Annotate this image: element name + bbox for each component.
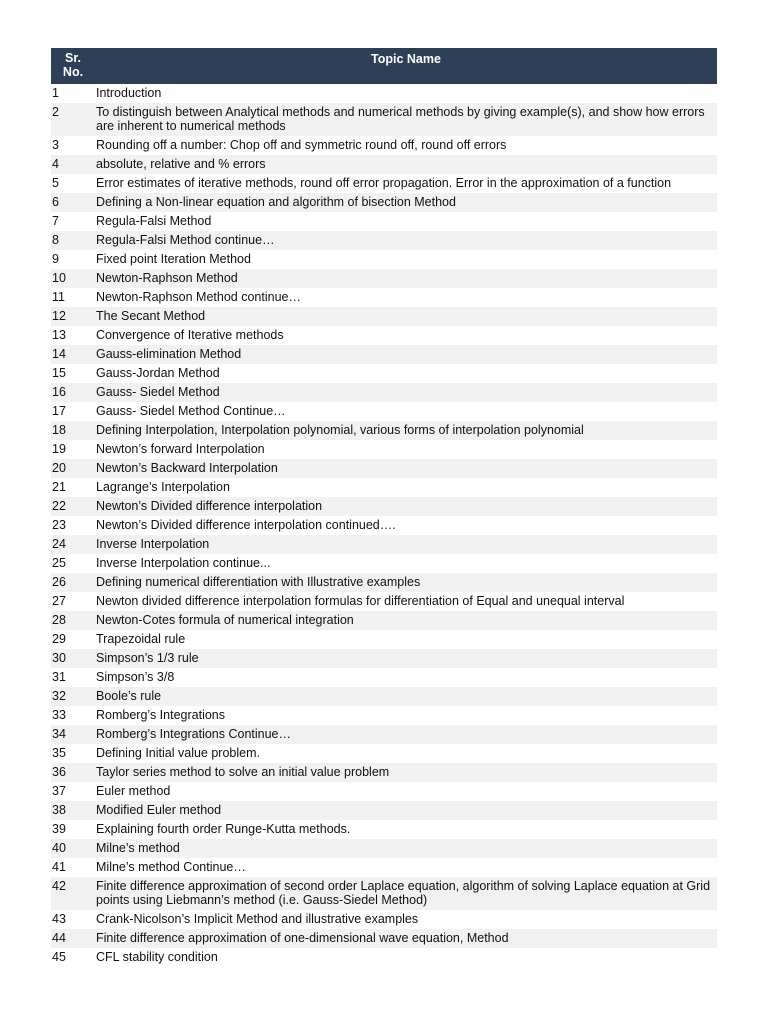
row-number: 17 <box>52 404 66 418</box>
row-topic: Regula-Falsi Method <box>96 214 212 228</box>
row-topic: Defining Initial value problem. <box>96 746 260 760</box>
row-number: 24 <box>51 535 95 554</box>
row-number: 15 <box>52 366 66 380</box>
table-row <box>51 801 717 820</box>
row-topic: To distinguish between Analytical methods and numerical methods by giving example(s), and show how errors are inherent to numerical methods <box>95 103 717 136</box>
table-row <box>51 383 717 402</box>
row-number: 21 <box>52 480 66 494</box>
table-row <box>51 193 717 212</box>
table-row <box>51 839 717 858</box>
table-row <box>51 910 717 929</box>
row-number: 33 <box>52 708 66 722</box>
row-number: 12 <box>51 307 95 326</box>
row-number: 10 <box>51 269 95 288</box>
header-sr-no: Sr. No. <box>51 48 95 84</box>
row-topic: Lagrange’s Interpolation <box>96 480 230 494</box>
table-row <box>51 421 717 440</box>
row-number: 40 <box>51 839 95 858</box>
row-topic: Inverse Interpolation <box>95 535 717 554</box>
table-header <box>51 48 717 84</box>
row-topic: Defining numerical differentiation with Illustrative examples <box>95 573 717 592</box>
row-topic: Finite difference approximation of second order Laplace equation, algorithm of solving Laplace equation at Grid points using Liebmann’s method (i.e. Gauss-Siedel Method) <box>95 877 717 910</box>
row-number: 35 <box>52 746 66 760</box>
table-row <box>51 516 717 535</box>
row-topic: Newton’s Divided difference interpolation continued…. <box>96 518 396 532</box>
row-topic: Convergence of Iterative methods <box>96 328 284 342</box>
row-number: 13 <box>52 328 66 342</box>
row-number: 23 <box>52 518 66 532</box>
row-number: 28 <box>51 611 95 630</box>
table-row <box>51 440 717 459</box>
table-row <box>51 459 717 478</box>
table-row <box>51 269 717 288</box>
row-topic: Explaining fourth order Runge-Kutta methods. <box>96 822 351 836</box>
row-topic: Newton-Cotes formula of numerical integration <box>95 611 717 630</box>
table-row <box>51 668 717 687</box>
row-topic: Defining a Non-linear equation and algorithm of bisection Method <box>95 193 717 212</box>
row-number: 44 <box>51 929 95 948</box>
row-topic: Rounding off a number: Chop off and symmetric round off, round off errors <box>96 138 507 152</box>
table-row <box>51 231 717 250</box>
row-topic: Newton divided difference interpolation formulas for differentiation of Equal and unequal interval <box>96 594 625 608</box>
table-row <box>51 687 717 706</box>
row-number: 4 <box>51 155 95 174</box>
table-row <box>51 763 717 782</box>
table-row <box>51 858 717 877</box>
topics-table-container <box>51 48 717 967</box>
table-row <box>51 782 717 801</box>
table-row <box>51 725 717 744</box>
row-number: 26 <box>51 573 95 592</box>
table-row <box>51 364 717 383</box>
table-row <box>51 212 717 231</box>
row-topic: Regula-Falsi Method continue… <box>95 231 717 250</box>
table-row <box>51 497 717 516</box>
row-number: 25 <box>52 556 66 570</box>
row-number: 16 <box>51 383 95 402</box>
table-row <box>51 929 717 948</box>
header-topic-name: Topic Name <box>95 48 717 84</box>
row-topic: The Secant Method <box>95 307 717 326</box>
row-number: 19 <box>52 442 66 456</box>
row-topic: Fixed point Iteration Method <box>96 252 251 266</box>
row-number: 1 <box>52 86 59 100</box>
row-number: 43 <box>52 912 66 926</box>
table-row <box>51 820 717 839</box>
row-number: 45 <box>52 950 66 964</box>
table-row <box>51 706 717 725</box>
row-number: 39 <box>52 822 66 836</box>
row-number: 3 <box>52 138 59 152</box>
row-number: 30 <box>51 649 95 668</box>
row-topic: CFL stability condition <box>96 950 218 964</box>
row-topic: Gauss-elimination Method <box>95 345 717 364</box>
row-number: 6 <box>51 193 95 212</box>
row-topic: absolute, relative and % errors <box>95 155 717 174</box>
row-topic: Gauss- Siedel Method Continue… <box>96 404 286 418</box>
row-topic: Introduction <box>96 86 162 100</box>
row-number: 11 <box>52 290 65 304</box>
row-number: 32 <box>51 687 95 706</box>
row-topic: Romberg’s Integrations Continue… <box>95 725 717 744</box>
table-row <box>51 326 717 345</box>
table-row <box>51 250 717 269</box>
table-row <box>51 877 717 910</box>
row-topic: Modified Euler method <box>95 801 717 820</box>
table-row <box>51 573 717 592</box>
row-topic: Newton-Raphson Method <box>95 269 717 288</box>
row-topic: Milne’s method <box>95 839 717 858</box>
row-topic: Romberg’s Integrations <box>96 708 226 722</box>
row-number: 22 <box>51 497 95 516</box>
row-topic: Trapezoidal rule <box>96 632 186 646</box>
row-number: 37 <box>52 784 66 798</box>
table-row <box>51 649 717 668</box>
table-row <box>51 554 717 573</box>
table-row <box>51 948 717 967</box>
table-row <box>51 103 717 136</box>
row-topic: Finite difference approximation of one-dimensional wave equation, Method <box>95 929 717 948</box>
row-number: 9 <box>52 252 59 266</box>
row-topic: Defining Interpolation, Interpolation polynomial, various forms of interpolation polynomial <box>95 421 717 440</box>
topics-table <box>51 48 717 967</box>
row-topic: Euler method <box>96 784 171 798</box>
row-number: 27 <box>52 594 66 608</box>
table-row <box>51 84 717 103</box>
row-topic: Simpson’s 3/8 <box>96 670 175 684</box>
row-topic: Simpson’s 1/3 rule <box>95 649 717 668</box>
row-topic: Gauss- Siedel Method <box>95 383 717 402</box>
table-row <box>51 174 717 193</box>
row-topic: Milne’s method Continue… <box>96 860 246 874</box>
row-number: 31 <box>52 670 66 684</box>
row-number: 2 <box>51 103 95 136</box>
table-row <box>51 630 717 649</box>
table-row <box>51 155 717 174</box>
header-row <box>51 48 717 84</box>
table-row <box>51 307 717 326</box>
table-row <box>51 611 717 630</box>
row-topic: Newton-Raphson Method continue… <box>96 290 301 304</box>
row-number: 38 <box>51 801 95 820</box>
row-number: 20 <box>51 459 95 478</box>
row-topic: Gauss-Jordan Method <box>96 366 220 380</box>
row-number: 8 <box>51 231 95 250</box>
row-number: 18 <box>51 421 95 440</box>
table-row <box>51 478 717 497</box>
row-number: 34 <box>51 725 95 744</box>
row-number: 29 <box>52 632 66 646</box>
row-topic: Crank-Nicolson’s Implicit Method and illustrative examples <box>96 912 419 926</box>
row-topic: Boole’s rule <box>95 687 717 706</box>
table-row <box>51 744 717 763</box>
row-topic: Newton’s forward Interpolation <box>96 442 265 456</box>
row-topic: Newton’s Backward Interpolation <box>95 459 717 478</box>
row-number: 5 <box>52 176 59 190</box>
row-number: 14 <box>51 345 95 364</box>
table-row <box>51 592 717 611</box>
row-number: 7 <box>52 214 59 228</box>
table-row <box>51 136 717 155</box>
row-topic: Taylor series method to solve an initial value problem <box>95 763 717 782</box>
table-row <box>51 288 717 307</box>
row-number: 36 <box>51 763 95 782</box>
row-topic: Inverse Interpolation continue... <box>96 556 271 570</box>
row-number: 42 <box>51 877 95 910</box>
row-number: 41 <box>52 860 66 874</box>
table-body <box>51 84 717 967</box>
table-row <box>51 402 717 421</box>
row-topic: Error estimates of iterative methods, round off error propagation. Error in the approximation of a function <box>96 176 672 190</box>
table-row <box>51 345 717 364</box>
table-row <box>51 535 717 554</box>
row-topic: Newton’s Divided difference interpolation <box>95 497 717 516</box>
